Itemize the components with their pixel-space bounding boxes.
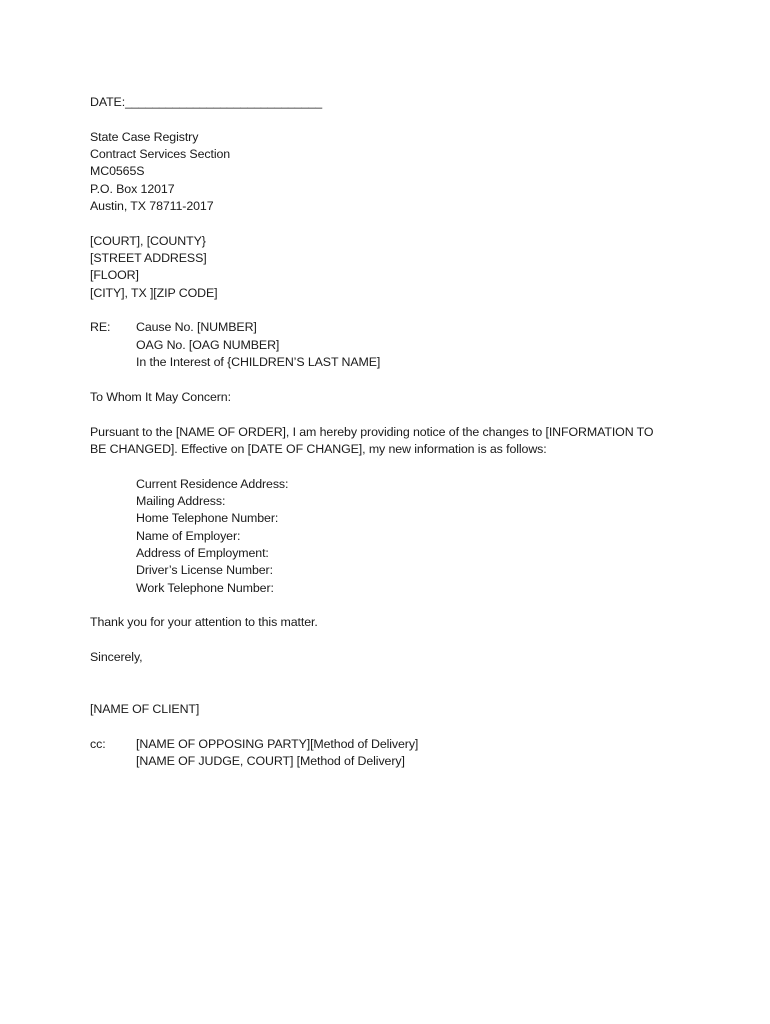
info-field-label: Address of Employment:: [136, 545, 269, 560]
registry-line: MC0565S: [90, 164, 145, 179]
body-line: BE CHANGED]. Effective on [DATE OF CHANGE], my new information is as follows:: [90, 441, 547, 456]
re-line: Cause No. [NUMBER]: [136, 320, 257, 335]
re-block: [90, 319, 690, 371]
registry-line: Contract Services Section: [90, 147, 231, 162]
cc-label: cc:: [90, 736, 106, 751]
salutation: To Whom It May Concern:: [90, 389, 231, 404]
info-field-label: Home Telephone Number:: [136, 511, 279, 526]
court-line: [CITY], TX ][ZIP CODE]: [90, 285, 218, 300]
cc-row: [90, 736, 690, 753]
registry-line: State Case Registry: [90, 129, 199, 144]
info-field-label: Work Telephone Number:: [136, 580, 274, 595]
info-field-label: Name of Employer:: [136, 528, 241, 543]
date-line: DATE:_____________________________: [90, 95, 323, 109]
court-line: [FLOOR]: [90, 268, 139, 283]
re-line: In the Interest of {CHILDREN’S LAST NAME]: [136, 355, 381, 370]
re-row: [90, 319, 690, 336]
cc-line: [NAME OF JUDGE, COURT] [Method of Delivery]: [136, 754, 405, 769]
re-line: OAG No. [OAG NUMBER]: [136, 337, 280, 352]
court-line: [COURT], [COUNTY}: [90, 233, 206, 248]
court-line: [STREET ADDRESS]: [90, 251, 207, 266]
body-paragraph: [90, 424, 690, 459]
letter-page: [90, 94, 690, 770]
signature-name: [NAME OF CLIENT]: [90, 702, 200, 717]
info-field-label: Current Residence Address:: [136, 476, 289, 491]
registry-line: P.O. Box 12017: [90, 181, 175, 196]
info-field-label: Driver’s License Number:: [136, 563, 273, 578]
court-address-block: [90, 233, 690, 302]
registry-line: Austin, TX 78711-2017: [90, 199, 214, 214]
cc-block: [90, 736, 690, 771]
info-fields-list: [90, 476, 690, 597]
thanks-line: Thank you for your attention to this matter.: [90, 615, 318, 630]
body-line: Pursuant to the [NAME OF ORDER], I am hereby providing notice of the changes to [INFORMATION TO: [90, 424, 654, 439]
registry-address-block: [90, 129, 690, 216]
info-field-label: Mailing Address:: [136, 493, 226, 508]
cc-line: [NAME OF OPPOSING PARTY][Method of Delivery]: [136, 736, 419, 751]
closing: Sincerely,: [90, 650, 143, 664]
re-label: RE:: [90, 320, 111, 335]
